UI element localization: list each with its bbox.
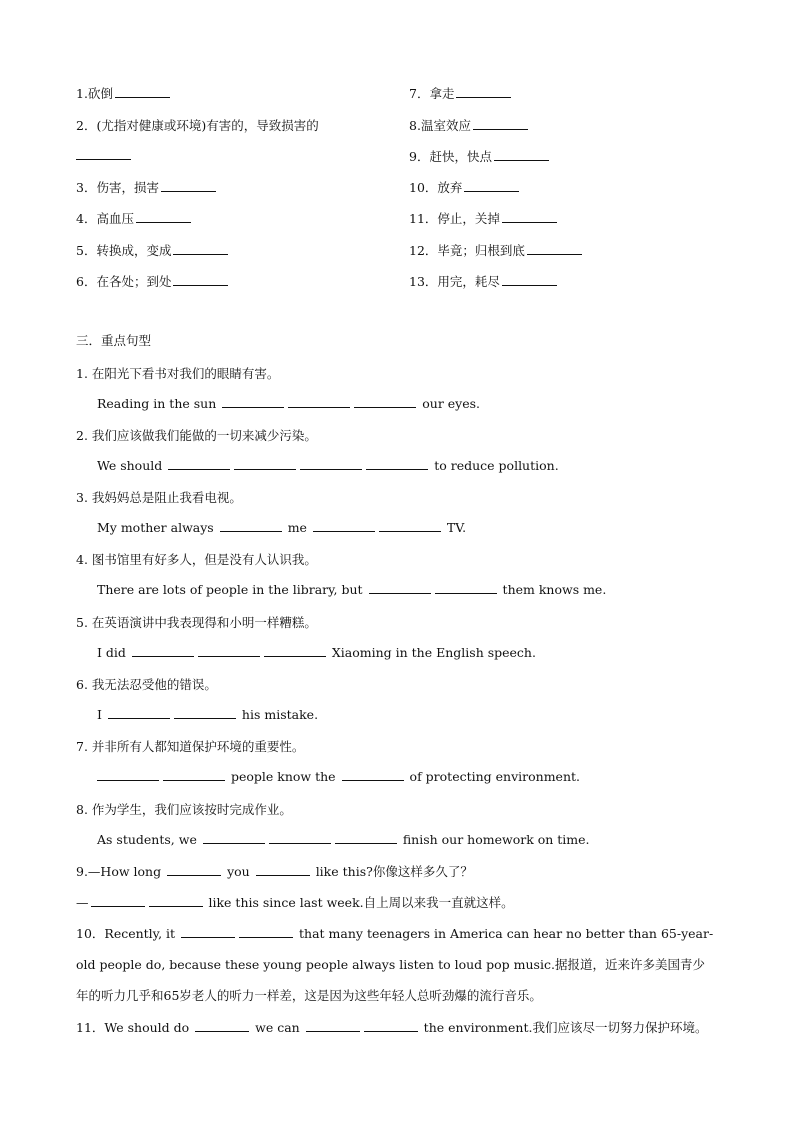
answer-blank[interactable] <box>174 706 236 719</box>
sentence-prompt: 4. 图书馆里有好多人，但是没有人认识我。 <box>76 552 317 567</box>
vocab-item-blank-line <box>76 147 133 163</box>
answer-blank[interactable] <box>494 148 549 161</box>
vocab-item <box>409 178 521 196</box>
answer-blank[interactable] <box>435 581 497 594</box>
answer-blank[interactable] <box>108 706 170 719</box>
item-text: 赶快，快点 <box>429 149 492 164</box>
answer-blank[interactable] <box>269 831 331 844</box>
answer-blank[interactable] <box>181 925 235 938</box>
answer-blank[interactable] <box>264 644 326 657</box>
item-text: 在各处；到处 <box>96 274 172 289</box>
item-number: 4． <box>76 211 97 226</box>
sentence-prompt: 5. 在英语演讲中我表现得和小明一样糟糕。 <box>76 615 317 630</box>
answer-blank[interactable] <box>167 863 221 876</box>
item-11: 11．We should do we can the environment.我们应该尽一切努力保护环境。 <box>76 1020 708 1035</box>
answer-blank[interactable] <box>354 395 416 408</box>
sentence-prompt: 7. 并非所有人都知道保护环境的重要性。 <box>76 739 305 754</box>
sentence-answer-line: people know the of protecting environment. <box>97 768 580 784</box>
vocab-item <box>409 84 513 102</box>
answer-blank[interactable] <box>364 1019 418 1032</box>
answer-blank[interactable] <box>335 831 397 844</box>
answer-blank[interactable] <box>527 242 582 255</box>
item-number: 7． <box>409 86 430 101</box>
item-number: 12． <box>409 243 438 258</box>
item-number: 5． <box>76 243 97 258</box>
item-text: 用完，耗尽 <box>437 274 500 289</box>
answer-blank[interactable] <box>464 179 519 192</box>
answer-blank[interactable] <box>256 863 310 876</box>
vocab-item <box>76 272 230 290</box>
answer-blank[interactable] <box>173 242 228 255</box>
item-10: 10．Recently, it that many teenagers in America can hear no better than 65-year-old people do, because these young people always listen to loud pop music.据报道，近来许多美国青少年的听力几乎和65岁老人的听力一样差，这是因为这些年轻人总听劲爆的流行音乐。 <box>76 926 714 1003</box>
item-9-line-1: 9.—How long you like this?你像这样多久了？ <box>76 864 473 879</box>
section-title: 三．重点句型 <box>76 333 152 348</box>
item-text: 伤害，损害 <box>96 180 159 195</box>
answer-blank[interactable] <box>149 894 203 907</box>
answer-blank[interactable] <box>222 395 284 408</box>
item-text: 停止，关掉 <box>437 211 500 226</box>
answer-blank[interactable] <box>288 395 350 408</box>
item-text: 放弃 <box>437 180 463 195</box>
answer-blank[interactable] <box>173 273 228 286</box>
answer-blank[interactable] <box>306 1019 360 1032</box>
item-number: 1. <box>76 86 88 101</box>
vocab-item <box>409 241 584 259</box>
item-number: 8. <box>409 118 421 133</box>
item-text: 温室效应 <box>420 118 471 133</box>
answer-blank[interactable] <box>161 179 216 192</box>
answer-blank[interactable] <box>132 644 194 657</box>
item-number: 2． <box>76 118 97 133</box>
answer-blank[interactable] <box>369 581 431 594</box>
item-9-line-2: — like this since last week.自上周以来我一直就这样。 <box>76 895 514 910</box>
vocab-item <box>76 84 172 102</box>
item-number: 6． <box>76 274 97 289</box>
answer-blank[interactable] <box>234 457 296 470</box>
answer-blank[interactable] <box>168 457 230 470</box>
vocab-item <box>409 272 559 290</box>
sentence-prompt: 1. 在阳光下看书对我们的眼睛有害。 <box>76 366 280 381</box>
answer-blank[interactable] <box>342 768 404 781</box>
vocab-item <box>76 116 319 134</box>
sentence-prompt: 2. 我们应该做我们能做的一切来减少污染。 <box>76 428 317 443</box>
vocab-item <box>409 209 559 227</box>
answer-blank[interactable] <box>239 925 293 938</box>
sentence-answer-line: I did Xiaoming in the English speech. <box>97 645 536 660</box>
item-text: 转换成，变成 <box>96 243 172 258</box>
sentence-answer-line: As students, we finish our homework on time. <box>97 832 590 847</box>
vocab-item <box>76 241 230 259</box>
item-number: 3． <box>76 180 97 195</box>
answer-blank[interactable] <box>97 768 159 781</box>
sentence-prompt: 8. 作为学生，我们应该按时完成作业。 <box>76 802 292 817</box>
item-text: (尤指对健康或环境)有害的，导致损害的 <box>96 118 319 133</box>
answer-blank[interactable] <box>136 210 191 223</box>
answer-blank[interactable] <box>220 519 282 532</box>
answer-blank[interactable] <box>91 894 145 907</box>
sentence-prompt: 3. 我妈妈总是阻止我看电视。 <box>76 490 242 505</box>
answer-blank[interactable] <box>313 519 375 532</box>
answer-blank[interactable] <box>163 768 225 781</box>
sentence-answer-line: Reading in the sun our eyes. <box>97 396 481 411</box>
sentence-answer-line: I his mistake. <box>97 707 319 722</box>
item-text: 拿走 <box>429 86 455 101</box>
item-text: 砍倒 <box>87 86 113 101</box>
answer-blank[interactable] <box>379 519 441 532</box>
vocab-item <box>76 178 218 196</box>
answer-blank[interactable] <box>203 831 265 844</box>
answer-blank[interactable] <box>195 1019 249 1032</box>
item-number: 11． <box>409 211 438 226</box>
item-text: 高血压 <box>96 211 134 226</box>
answer-blank[interactable] <box>366 457 428 470</box>
answer-blank[interactable] <box>456 85 511 98</box>
vocab-item <box>409 147 551 165</box>
item-number: 13． <box>409 274 438 289</box>
answer-blank[interactable] <box>300 457 362 470</box>
item-number: 10． <box>409 180 438 195</box>
sentence-prompt: 6. 我无法忍受他的错误。 <box>76 677 217 692</box>
answer-blank[interactable] <box>502 273 557 286</box>
item-number: 9． <box>409 149 430 164</box>
answer-blank[interactable] <box>502 210 557 223</box>
sentence-answer-line: My mother always me TV. <box>97 520 467 535</box>
sentence-answer-line: We should to reduce pollution. <box>97 458 559 473</box>
answer-blank[interactable] <box>76 147 131 160</box>
sentence-answer-line: There are lots of people in the library, but them knows me. <box>97 582 607 597</box>
vocab-item <box>76 209 193 227</box>
vocab-item <box>409 116 530 134</box>
item-text: 毕竟；归根到底 <box>437 243 525 258</box>
answer-blank[interactable] <box>198 644 260 657</box>
answer-blank[interactable] <box>473 117 528 130</box>
answer-blank[interactable] <box>115 85 170 98</box>
